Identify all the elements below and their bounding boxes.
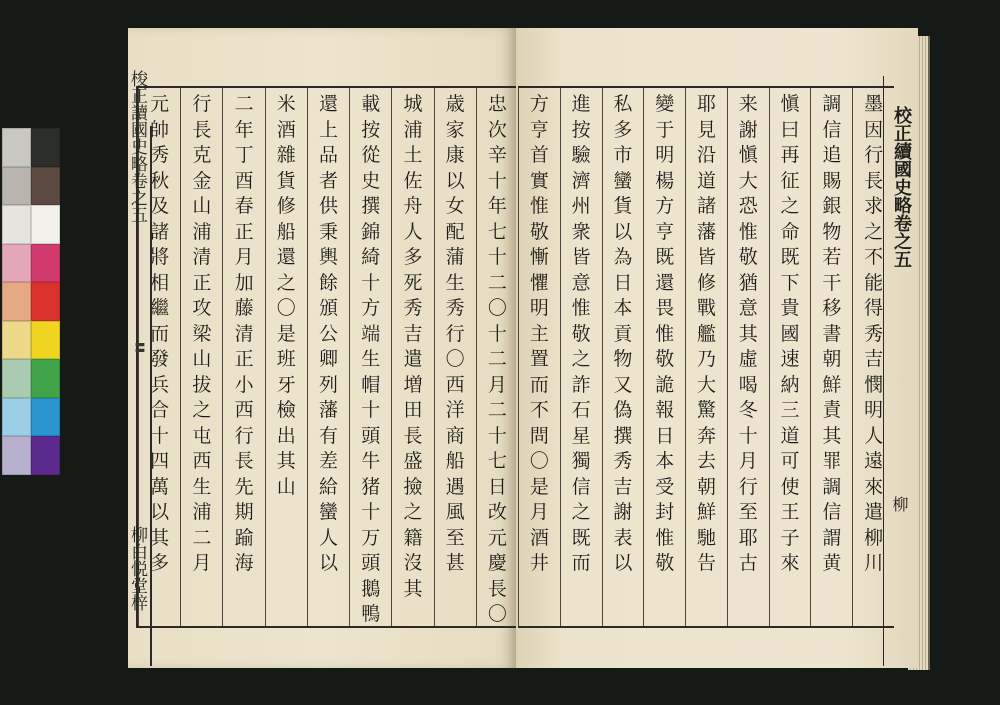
text-column	[602, 88, 644, 626]
color-swatch	[2, 167, 31, 206]
left-margin-column	[127, 70, 152, 666]
color-swatch	[31, 205, 60, 244]
text-column	[643, 88, 685, 626]
column-text: 忠 次 辛 十 年 七 十 二 〇 十 二 月 二 十 七 日 改 元 慶 長 〇	[487, 93, 507, 625]
column-text: 米 酒 雜 貨 修 船 還 之 〇 是 班 牙 檢 出 其 山	[276, 93, 296, 498]
color-checker-strip	[2, 128, 60, 475]
text-column	[518, 88, 560, 626]
column-text: 墨 因 行 長 求 之 不 能 得 秀 吉 憫 明 人 遠 來 遣 柳 川	[864, 93, 884, 574]
margin-footer: 柳白悦堂梓	[127, 526, 147, 611]
text-column	[349, 88, 391, 626]
color-swatch	[2, 282, 31, 321]
color-swatch	[31, 128, 60, 167]
color-swatch	[2, 128, 31, 167]
page-footer: 柳	[890, 496, 909, 512]
right-page	[516, 28, 918, 668]
color-swatch	[31, 398, 60, 437]
margin-note: 〓	[133, 342, 146, 353]
column-text: 變 于 明 楊 方 亨 既 還 畏 惟 敬 詭 報 日 本 受 封 惟 敬	[655, 93, 675, 574]
right-heading-column	[883, 76, 912, 666]
left-columns	[138, 88, 518, 626]
left-page	[128, 28, 516, 668]
text-column	[769, 88, 811, 626]
color-swatch	[2, 398, 31, 437]
text-column	[391, 88, 433, 626]
text-column	[180, 88, 222, 626]
column-text: 調 信 追 賜 銀 物 若 干 移 書 朝 鮮 責 其 罪 調 信 謂 黄	[822, 93, 842, 574]
color-swatch	[2, 436, 31, 475]
color-swatch	[2, 205, 31, 244]
column-text: 城 浦 土 佐 舟 人 多 死 秀 吉 遣 増 田 長 盛 撿 之 籍 沒 其	[403, 93, 423, 600]
column-text: 還 上 品 者 供 秉 輿 餘 頒 公 卿 列 藩 有 差 給 蠻 人 以	[319, 93, 339, 574]
right-text-frame	[518, 86, 894, 628]
text-column	[560, 88, 602, 626]
column-text: 歳 家 康 以 女 配 蒲 生 秀 行 〇 西 洋 商 船 遇 風 至 甚	[445, 93, 465, 574]
left-text-frame	[136, 86, 518, 628]
text-column	[265, 88, 307, 626]
column-text: 私 多 市 蠻 貨 以 為 日 本 貢 物 又 偽 撰 秀 吉 謝 表 以	[613, 93, 633, 574]
column-text: 来 謝 愼 大 恐 惟 敬 猶 意 其 虛 喝 冬 十 月 行 至 耶 古	[738, 93, 758, 574]
text-column	[434, 88, 476, 626]
column-text: 耶 見 沿 道 諸 藩 皆 修 戰 艦 乃 大 驚 奔 去 朝 鮮 馳 告	[696, 93, 716, 574]
column-text: 行 長 克 金 山 浦 清 正 攻 梁 山 拔 之 屯 西 生 浦 二 月	[192, 93, 212, 574]
column-text: 愼 曰 再 征 之 命 既 下 貴 國 速 納 三 道 可 使 王 子 來	[780, 93, 800, 574]
color-swatch	[2, 244, 31, 283]
color-swatch	[31, 359, 60, 398]
column-text: 方 亨 首 實 惟 敬 慚 懼 明 主 置 而 不 問 〇 是 月 酒 井	[529, 93, 549, 574]
color-swatch	[31, 167, 60, 206]
text-column	[685, 88, 727, 626]
text-column	[307, 88, 349, 626]
color-swatch	[2, 359, 31, 398]
column-text: 元 帥 秀 秋 及 諸 將 相 繼 而 發 兵 合 十 四 萬 以 其 多	[150, 93, 170, 574]
color-swatch	[2, 321, 31, 360]
page-heading: 校正續國史略卷之五	[891, 106, 912, 268]
column-text: 進 按 驗 濟 州 衆 皆 意 惟 敬 之 詐 石 星 獨 信 之 既 而	[571, 93, 591, 574]
column-text: 載 按 從 史 撰 錦 綺 十 方 端 生 帽 十 頭 牛 猪 十 万 頭 鵝 鴨	[361, 93, 381, 625]
color-swatch	[31, 321, 60, 360]
text-column	[727, 88, 769, 626]
text-column	[222, 88, 264, 626]
right-columns	[518, 88, 894, 626]
margin-title: 梭正讀國史略卷之五	[127, 70, 147, 223]
color-swatch	[31, 244, 60, 283]
color-swatch	[31, 282, 60, 321]
text-column	[476, 88, 518, 626]
text-column	[810, 88, 852, 626]
column-text: 二 年 丁 酉 春 正 月 加 藤 清 正 小 西 行 長 先 期 踰 海	[234, 93, 254, 574]
open-book	[128, 28, 928, 676]
color-swatch	[31, 436, 60, 475]
